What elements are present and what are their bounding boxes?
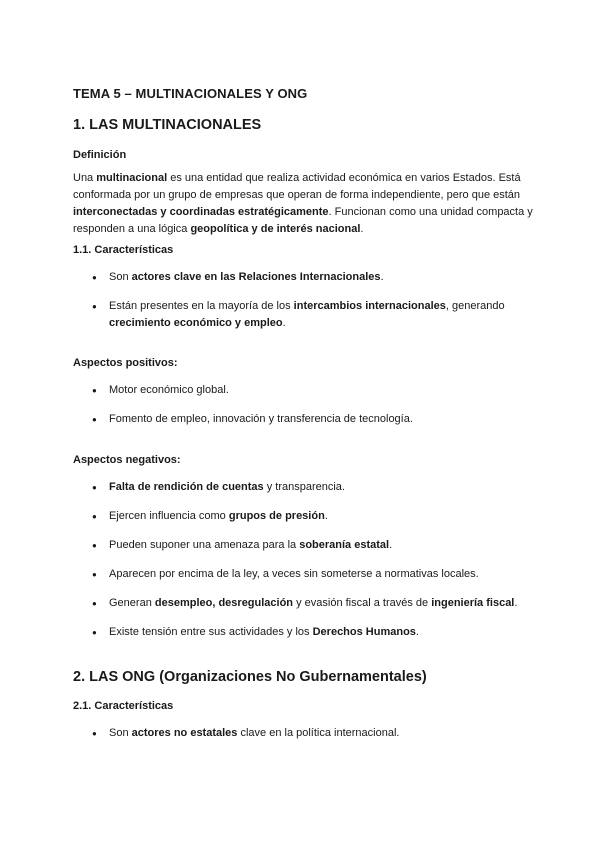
bullet-icon: ●: [92, 386, 97, 395]
bullet-icon: ●: [92, 729, 97, 738]
document-title: TEMA 5 – MULTINACIONALES Y ONG: [73, 86, 308, 101]
bullet-icon: ●: [92, 541, 97, 550]
bullet-icon: ●: [92, 415, 97, 424]
section1-heading: 1. LAS MULTINACIONALES: [73, 117, 262, 133]
characteristics-heading: 1.1. Características: [73, 244, 174, 256]
bullet-icon: ●: [92, 273, 97, 282]
positive-aspects-heading: Aspectos positivos:: [73, 357, 178, 369]
bullet-icon: ●: [92, 628, 97, 637]
bullet-icon: ●: [92, 570, 97, 579]
definition-heading: Definición: [73, 149, 127, 161]
document-page: TEMA 5 – MULTINACIONALES Y ONG 1. LAS MULTINACIONALES Definición Una multinacional es una entidad que realiza actividad económica en varios Estados. Está conformada por un grupo de empresas que operan de forma independiente, pero que están interconectadas y coordinadas estratégicamente. Funcionan como una unidad compacta y responden a una lógica geopolítica y de interés nacional. 1.1. Características ● Son actores clave en las Relaciones Internacionales. ● Están presentes en la mayoría de los intercambios internacionales, generando crecimiento económico y empleo. Aspectos positivos: ● Motor económico global. ● Fomento de empleo, innovación y transferencia de tecnología. Aspectos negativos: ● Falta de rendición de cuentas y transparencia. ● Ejercen influencia como grupos de presión. ● Pueden suponer una amenaza para la soberanía estatal. ● Aparecen por encima de la ley, a veces sin someterse a normativas locales. ● Generan desempleo, desregulación y evasión fiscal a través de ingeniería fiscal. ● Existe tensión entre sus actividades y los Derechos Humanos. 2. LAS ONG (Organizaciones No Gubernamentales) 2.1. Características ● Son actores no estatales clave en la política internacional.: [0, 0, 600, 848]
bullet-icon: ●: [92, 483, 97, 492]
negative-aspects-heading: Aspectos negativos:: [73, 454, 181, 466]
bullet-icon: ●: [92, 512, 97, 521]
bullet-icon: ●: [92, 302, 97, 311]
section2-heading: 2. LAS ONG (Organizaciones No Gubernamentales): [73, 669, 427, 685]
bullet-icon: ●: [92, 599, 97, 608]
section2-characteristics-heading: 2.1. Características: [73, 700, 174, 712]
definition-paragraph: Una multinacional es una entidad que realiza actividad económica en varios Estados. Está conformada por un grupo de empresas que operan de forma independiente, pero que están interconectadas y coordinadas estratégicamente. Funcionan como una unidad compacta y responden a una lógica geopolítica y de interés nacional.: [73, 172, 533, 235]
